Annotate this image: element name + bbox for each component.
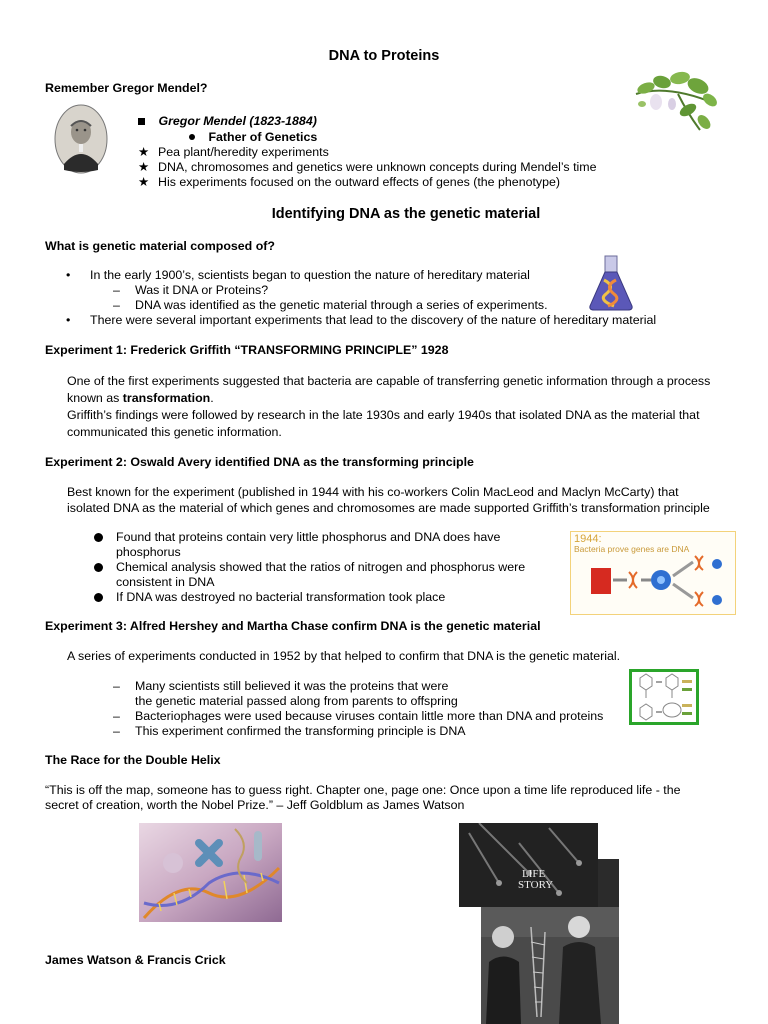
page-title: DNA to Proteins <box>328 48 440 64</box>
mendel-bullet-text: DNA, chromosomes and genetics were unknown concepts during Mendel’s time <box>158 160 597 174</box>
intro-sub-1 <box>113 283 269 298</box>
exp2-bullet-text: Found that proteins contain very little phosphorus and DNA does have <box>116 530 501 544</box>
mendel-portrait <box>54 104 108 174</box>
intro-sub-text: DNA was identified as the genetic material through a series of experiments. <box>135 298 548 312</box>
exp1-text: known as <box>67 391 123 405</box>
mendel-bullet-text: Pea plant/heredity experiments <box>158 145 329 159</box>
exp3-bullet <box>113 679 458 708</box>
mendel-subtitle: Father of Genetics <box>208 130 318 144</box>
figure-caption: Bacteria prove genes are DNA <box>574 544 690 554</box>
exp3-heading: Experiment 3: Alfred Hershey and Martha Chase confirm DNA is the genetic material <box>45 619 541 633</box>
exp3-bullet-text: the genetic material passed along from parents to offspring <box>135 694 458 708</box>
intro-bullet-text: In the early 1900’s, scientists began to question the nature of hereditary material <box>90 268 530 282</box>
exp2-heading: Experiment 2: Oswald Avery identified DNA as the transforming principle <box>45 455 474 469</box>
figure-year: 1944: <box>574 533 602 545</box>
exp1-line <box>67 390 747 407</box>
square-bullet-icon <box>138 118 145 125</box>
film-title-line: LIFE <box>522 868 546 880</box>
exp1-paragraph <box>67 373 747 441</box>
star-bullet-icon: ★ <box>138 145 150 159</box>
star-bullet-icon: ★ <box>138 160 150 174</box>
avery-1944-figure <box>570 531 736 615</box>
bullet-icon: • <box>66 313 71 327</box>
mendel-bullet <box>138 175 561 190</box>
exp1-term: transformation <box>122 391 211 405</box>
exp1-line: Griffith’s findings were followed by research in the late 1930s and early 1940s that isolated DNA as the material that <box>67 408 700 422</box>
mendel-bullet <box>138 145 329 160</box>
dash-icon: – <box>113 724 120 738</box>
watson-crick-photo <box>481 907 619 1024</box>
dot-bullet-icon <box>94 593 103 602</box>
quote-line: secret of creation, worth the Nobel Prize.” – Jeff Goldblum as James Watson <box>45 798 465 812</box>
life-story-poster <box>459 823 598 907</box>
bullet-icon: • <box>66 268 71 282</box>
exp1-line: communicated this genetic information. <box>67 425 282 439</box>
mendel-name: Gregor Mendel (1823-1884) <box>158 114 317 128</box>
intro-bullet-2 <box>66 313 657 328</box>
exp2-paragraph <box>67 484 710 516</box>
exp2-line: isolated DNA as the material of which genes and chromosomes are made supported Griffith’s transformation principle <box>67 501 710 515</box>
exp1-heading: Experiment 1: Frederick Griffith “TRANSFORMING PRINCIPLE” 1928 <box>45 343 449 357</box>
pea-plant-image <box>628 64 720 132</box>
dash-icon: – <box>113 679 120 693</box>
film-title-line: STORY <box>518 879 554 891</box>
mendel-name-row <box>138 114 317 129</box>
exp3-bullet-text: This experiment confirmed the transforming principle is DNA <box>135 724 466 738</box>
mendel-subtitle-row <box>189 130 317 145</box>
dash-icon: – <box>113 298 120 312</box>
dash-icon: – <box>113 283 120 297</box>
film-title <box>518 868 554 891</box>
exp2-bullet-text: phosphorus <box>116 545 181 559</box>
exp1-line: One of the first experiments suggested that bacteria are capable of transferring genetic information through a process <box>67 374 711 388</box>
exp3-bullet-text: Many scientists still believed it was the proteins that were <box>135 679 449 693</box>
exp2-bullet-text: Chemical analysis showed that the ratios of nitrogen and phosphorus were <box>116 560 526 574</box>
quote-line: “This is off the map, someone has to guess right. Chapter one, page one: Once upon a time life reproduced life - the <box>45 783 681 797</box>
dot-bullet-icon <box>189 134 195 140</box>
hershey-chase-figure <box>629 669 699 725</box>
dot-bullet-icon <box>94 563 103 572</box>
dash-icon: – <box>113 709 120 723</box>
exp2-bullet-text: consistent in DNA <box>116 575 215 589</box>
exp2-bullet-text: If DNA was destroyed no bacterial transformation took place <box>116 590 446 604</box>
watson-crick-caption: James Watson & Francis Crick <box>45 953 226 967</box>
exp3-bullet <box>113 724 466 739</box>
exp2-line: Best known for the experiment (published in 1944 with his co-workers Colin MacLeod and Maclyn McCarty) that <box>67 485 679 499</box>
dot-bullet-icon <box>94 533 103 542</box>
mendel-bullet <box>138 160 597 175</box>
intro-bullet-1 <box>66 268 530 283</box>
question-heading: What is genetic material composed of? <box>45 239 275 253</box>
exp3-bullet <box>113 709 604 724</box>
dna-chromosome-image <box>139 823 282 922</box>
intro-sub-text: Was it DNA or Proteins? <box>135 283 269 297</box>
life-story-still-edge <box>598 859 619 907</box>
watson-quote <box>45 783 681 813</box>
exp3-bullet-text: Bacteriophages were used because viruses contain little more than DNA and proteins <box>135 709 604 723</box>
exp3-paragraph: A series of experiments conducted in 1952 by that helped to confirm that DNA is the genetic material. <box>67 649 621 663</box>
mendel-heading: Remember Gregor Mendel? <box>45 81 208 95</box>
star-bullet-icon: ★ <box>138 175 150 189</box>
intro-sub-2 <box>113 298 548 313</box>
dna-flask-image <box>586 254 636 312</box>
intro-bullet-text: There were several important experiments that lead to the discovery of the nature of hereditary material <box>90 313 657 327</box>
mendel-bullet-text: His experiments focused on the outward effects of genes (the phenotype) <box>158 175 561 189</box>
exp1-text: . <box>210 391 214 405</box>
race-heading: The Race for the Double Helix <box>45 753 221 767</box>
section-title: Identifying DNA as the genetic material <box>271 206 541 222</box>
